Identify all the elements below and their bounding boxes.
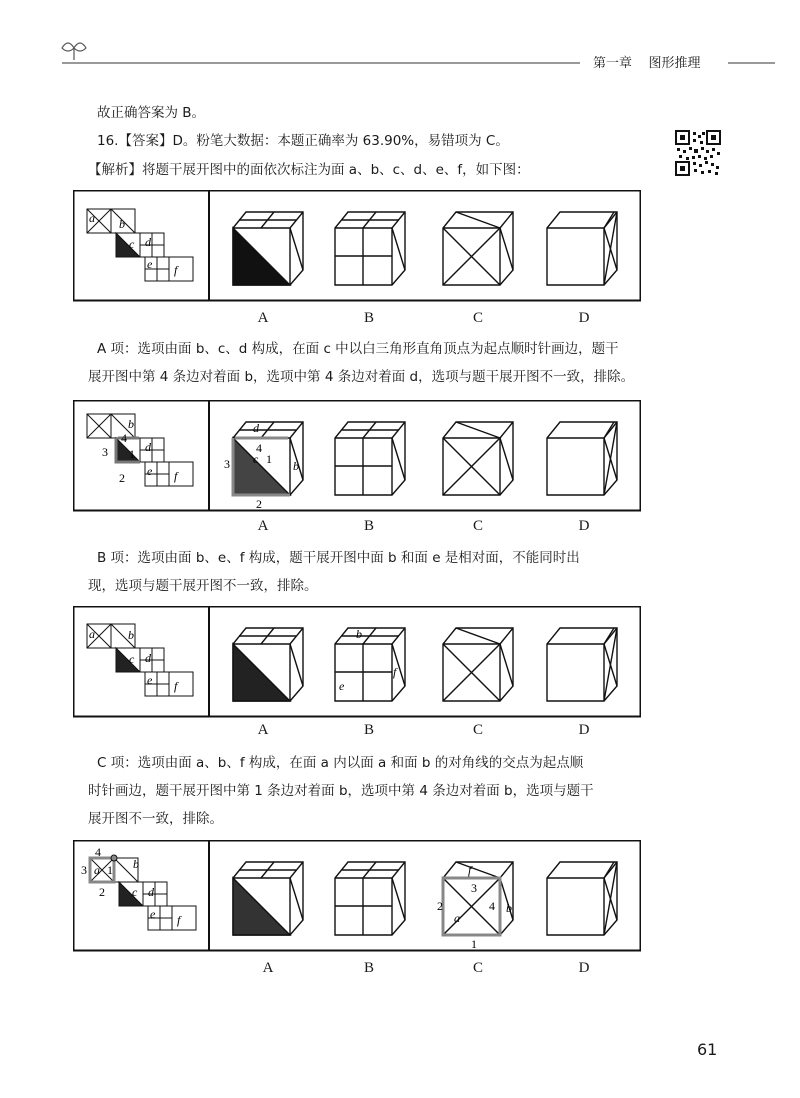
svg-text:a: a <box>454 911 460 925</box>
svg-text:e: e <box>147 257 153 271</box>
caption-b: B <box>363 310 374 326</box>
caption-c: C <box>472 310 483 326</box>
option-b-text-2: 现，选项与题干展开图不一致，排除。 <box>88 578 318 594</box>
figure-4 <box>73 840 641 952</box>
cube-option-b <box>335 212 405 285</box>
svg-text:d: d <box>145 440 151 454</box>
caption-d: D <box>578 518 590 534</box>
svg-text:b: b <box>128 417 134 431</box>
svg-text:2: 2 <box>99 885 105 899</box>
svg-text:b: b <box>293 459 299 473</box>
caption-b: B <box>363 722 374 738</box>
analysis-line: 【解析】将题干展开图中的面依次标注为面 a、b、c、d、e、f，如下图： <box>88 162 530 178</box>
svg-text:2: 2 <box>119 471 125 485</box>
svg-text:4: 4 <box>256 441 262 455</box>
qr-code <box>675 130 721 176</box>
cube-option-d <box>547 628 617 701</box>
cube-option-c <box>443 422 513 495</box>
option-a-text-1: A 项：选项由面 b、c、d 构成，在面 c 中以白三角形直角顶点为起点顺时针画边，题干 <box>97 341 619 357</box>
svg-text:4: 4 <box>121 431 127 445</box>
cube-option-b <box>335 422 405 495</box>
cube-option-d <box>547 212 617 285</box>
cube-option-c <box>443 212 513 285</box>
caption-c: C <box>472 722 483 738</box>
caption-a: A <box>257 310 269 326</box>
svg-text:2: 2 <box>437 899 443 913</box>
svg-text:1: 1 <box>266 452 272 466</box>
caption-b: B <box>363 960 374 976</box>
caption-d: D <box>578 722 590 738</box>
caption-a: A <box>257 722 269 738</box>
svg-text:b: b <box>133 857 139 871</box>
svg-text:3: 3 <box>471 881 477 895</box>
svg-text:a: a <box>89 211 95 225</box>
cube-option-c <box>443 628 513 701</box>
svg-text:e: e <box>150 907 156 921</box>
sprout-icon <box>62 43 86 60</box>
figure-2 <box>73 400 641 512</box>
cube-option-d <box>547 422 617 495</box>
svg-text:b: b <box>506 901 512 915</box>
svg-text:f: f <box>177 913 181 927</box>
svg-text:a: a <box>89 627 95 641</box>
cube-option-a <box>233 862 303 935</box>
page-number: 61 <box>697 1040 718 1059</box>
svg-text:c: c <box>129 652 135 666</box>
svg-text:f: f <box>468 863 472 877</box>
svg-text:f: f <box>174 679 178 693</box>
svg-text:3: 3 <box>102 445 108 459</box>
svg-text:e: e <box>339 679 345 693</box>
svg-text:d: d <box>253 421 259 435</box>
svg-text:4: 4 <box>95 845 101 859</box>
svg-text:c: c <box>253 452 259 466</box>
svg-text:3: 3 <box>224 457 230 471</box>
option-c-text-3: 展开图不一致，排除。 <box>88 811 223 827</box>
svg-text:c: c <box>132 885 138 899</box>
figure-3 <box>73 606 641 718</box>
option-c-text-2: 时针画边，题干展开图中第 1 条边对着面 b，选项中第 4 条边对着面 b，选项与题干 <box>88 783 594 799</box>
svg-text:f: f <box>174 263 178 277</box>
svg-text:d: d <box>148 885 154 899</box>
svg-text:b: b <box>356 627 362 641</box>
caption-a: A <box>257 518 269 534</box>
answer-line: 16.【答案】D。粉笔大数据：本题正确率为 63.90%，易错项为 C。 <box>97 133 509 149</box>
caption-d: D <box>578 960 590 976</box>
svg-text:1: 1 <box>471 937 477 951</box>
svg-text:e: e <box>147 673 153 687</box>
svg-text:a: a <box>94 863 100 877</box>
option-a-text-2: 展开图中第 4 条边对着面 b，选项中第 4 条边对着面 d，选项与题干展开图不一致，排除。 <box>88 369 635 385</box>
svg-text:c: c <box>129 237 135 251</box>
caption-c: C <box>472 518 483 534</box>
caption-d: D <box>578 310 590 326</box>
cube-option-a <box>233 212 303 285</box>
cube-option-b <box>335 862 405 935</box>
svg-text:b: b <box>128 628 134 642</box>
caption-c: C <box>472 960 483 976</box>
caption-a: A <box>262 960 274 976</box>
svg-text:b: b <box>119 217 125 231</box>
svg-text:4: 4 <box>489 899 495 913</box>
svg-text:e: e <box>147 464 153 478</box>
figure-1 <box>73 190 641 302</box>
svg-text:d: d <box>145 651 151 665</box>
caption-b: B <box>363 518 374 534</box>
cube-option-a <box>233 628 303 701</box>
cube-option-d <box>547 862 617 935</box>
chapter-title: 第一章 图形推理 <box>593 56 701 71</box>
svg-text:1: 1 <box>129 447 135 461</box>
svg-text:d: d <box>145 235 151 249</box>
svg-text:3: 3 <box>81 863 87 877</box>
svg-text:f: f <box>393 665 397 679</box>
svg-text:2: 2 <box>256 497 262 511</box>
svg-text:1: 1 <box>107 863 113 877</box>
svg-text:f: f <box>174 469 178 483</box>
option-c-text-1: C 项：选项由面 a、b、f 构成，在面 a 内以面 a 和面 b 的对角线的交点为起点顺 <box>97 755 584 771</box>
conclusion-text: 故正确答案为 B。 <box>97 105 206 121</box>
option-b-text-1: B 项：选项由面 b、e、f 构成，题干展开图中面 b 和面 e 是相对面，不能同时出 <box>97 550 580 566</box>
